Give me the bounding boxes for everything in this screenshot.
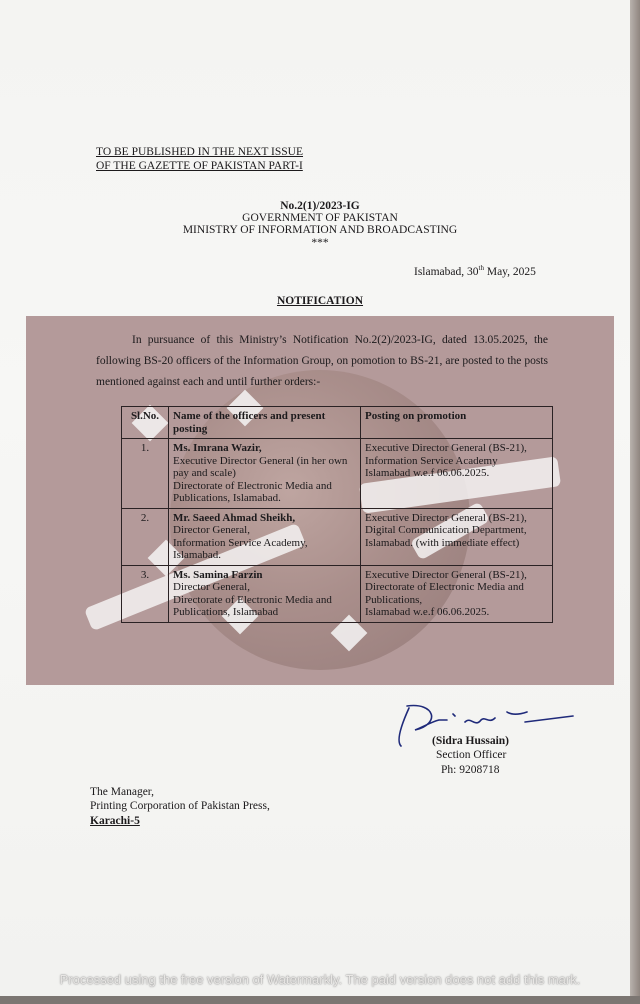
present-posting-line: Information Service Academy, (173, 536, 308, 549)
officer-cell (169, 565, 361, 622)
present-posting-line: Director General, (173, 581, 250, 593)
government-heading: GOVERNMENT OF PAKISTAN (242, 212, 398, 224)
header-officer: Name of the officers and present posting (169, 407, 361, 439)
row-number: 1. (122, 439, 169, 509)
issue-date (414, 264, 536, 278)
promotion-cell (361, 565, 553, 622)
addressee-line-2: Printing Corporation of Pakistan Press, (90, 800, 270, 812)
ministry-heading: MINISTRY OF INFORMATION AND BROADCASTING (182, 224, 458, 236)
officers-table (121, 406, 553, 623)
present-posting-line: Executive Director General (in her own pay and scale) (173, 454, 348, 479)
header-sl-no: Sl.No. (122, 407, 169, 439)
notification-body: In pursuance of this Ministry’s Notification No.2(2)/2023-IG, dated 13.05.2025, the following BS-20 officers of the Information Group, on pomotion to BS-21, are posted to the posts mentioned against each and until further orders:- (96, 334, 548, 388)
present-posting-line: Director General, (173, 524, 250, 536)
promotion-cell (361, 439, 553, 509)
addressee-line-1: The Manager, (90, 786, 155, 798)
date-suffix: th (478, 264, 484, 272)
row-number: 3. (122, 565, 169, 622)
gazette-line-2: OF THE GAZETTE OF PAKISTAN PART-I (96, 160, 303, 172)
signatory-role: Section Officer (436, 749, 507, 761)
promotion-line: Executive Director General (BS-21), (365, 511, 527, 524)
present-posting-line: Directorate of Electronic Media and (173, 593, 332, 606)
table-header-row (122, 407, 553, 439)
promotion-line: Islamabad. (with immediate effect) (365, 536, 520, 549)
officer-name: Ms. Imrana Wazir, (173, 442, 262, 454)
heading-stars: *** (311, 237, 329, 249)
promotion-line: Islamabad w.e.f 06.06.2025. (365, 467, 490, 479)
page-edge (630, 0, 640, 1004)
officer-cell (169, 439, 361, 509)
table-row (122, 565, 553, 622)
promotion-line: Directorate of Electronic Media and (365, 581, 524, 593)
officer-name: Ms. Samina Farzin (173, 568, 263, 581)
reference-number: No.2(1)/2023-IG (280, 200, 360, 212)
row-number: 2. (122, 508, 169, 565)
promotion-line: Islamabad w.e.f 06.06.2025. (365, 606, 490, 618)
signatory-name: (Sidra Hussain) (432, 735, 510, 747)
gazette-instruction (96, 145, 303, 173)
date-place: Islamabad, 30 (414, 265, 479, 278)
table-row (122, 439, 553, 509)
notification-title: NOTIFICATION (276, 295, 364, 307)
date-rest: May, 2025 (483, 265, 536, 278)
addressee-line-3: Karachi-5 (90, 815, 140, 827)
promotion-line: Executive Director General (BS-21), (365, 568, 527, 581)
officer-name: Mr. Saeed Ahmad Sheikh, (173, 511, 296, 524)
gazette-line-1: TO BE PUBLISHED IN THE NEXT ISSUE (96, 146, 304, 158)
promotion-line: Publications, (365, 593, 423, 606)
promotion-cell (361, 508, 553, 565)
officer-cell (169, 508, 361, 565)
promotion-line: Digital Communication Department, (365, 524, 527, 536)
promotion-line: Executive Director General (BS-21), (365, 442, 527, 454)
present-posting-line: Publications, Islamabad (173, 606, 279, 618)
table-row (122, 508, 553, 565)
promotion-line: Information Service Academy (365, 454, 498, 467)
signatory-phone: Ph: 9208718 (441, 764, 500, 776)
bottom-edge (0, 996, 640, 1004)
header-posting: Posting on promotion (361, 407, 553, 439)
watermarkly-notice: Processed using the free version of Watermarkly. The paid version does not add this mark. (59, 972, 581, 987)
present-posting-line: Islamabad. (173, 549, 221, 561)
present-posting-line: Directorate of Electronic Media and Publications, Islamabad. (173, 479, 332, 504)
